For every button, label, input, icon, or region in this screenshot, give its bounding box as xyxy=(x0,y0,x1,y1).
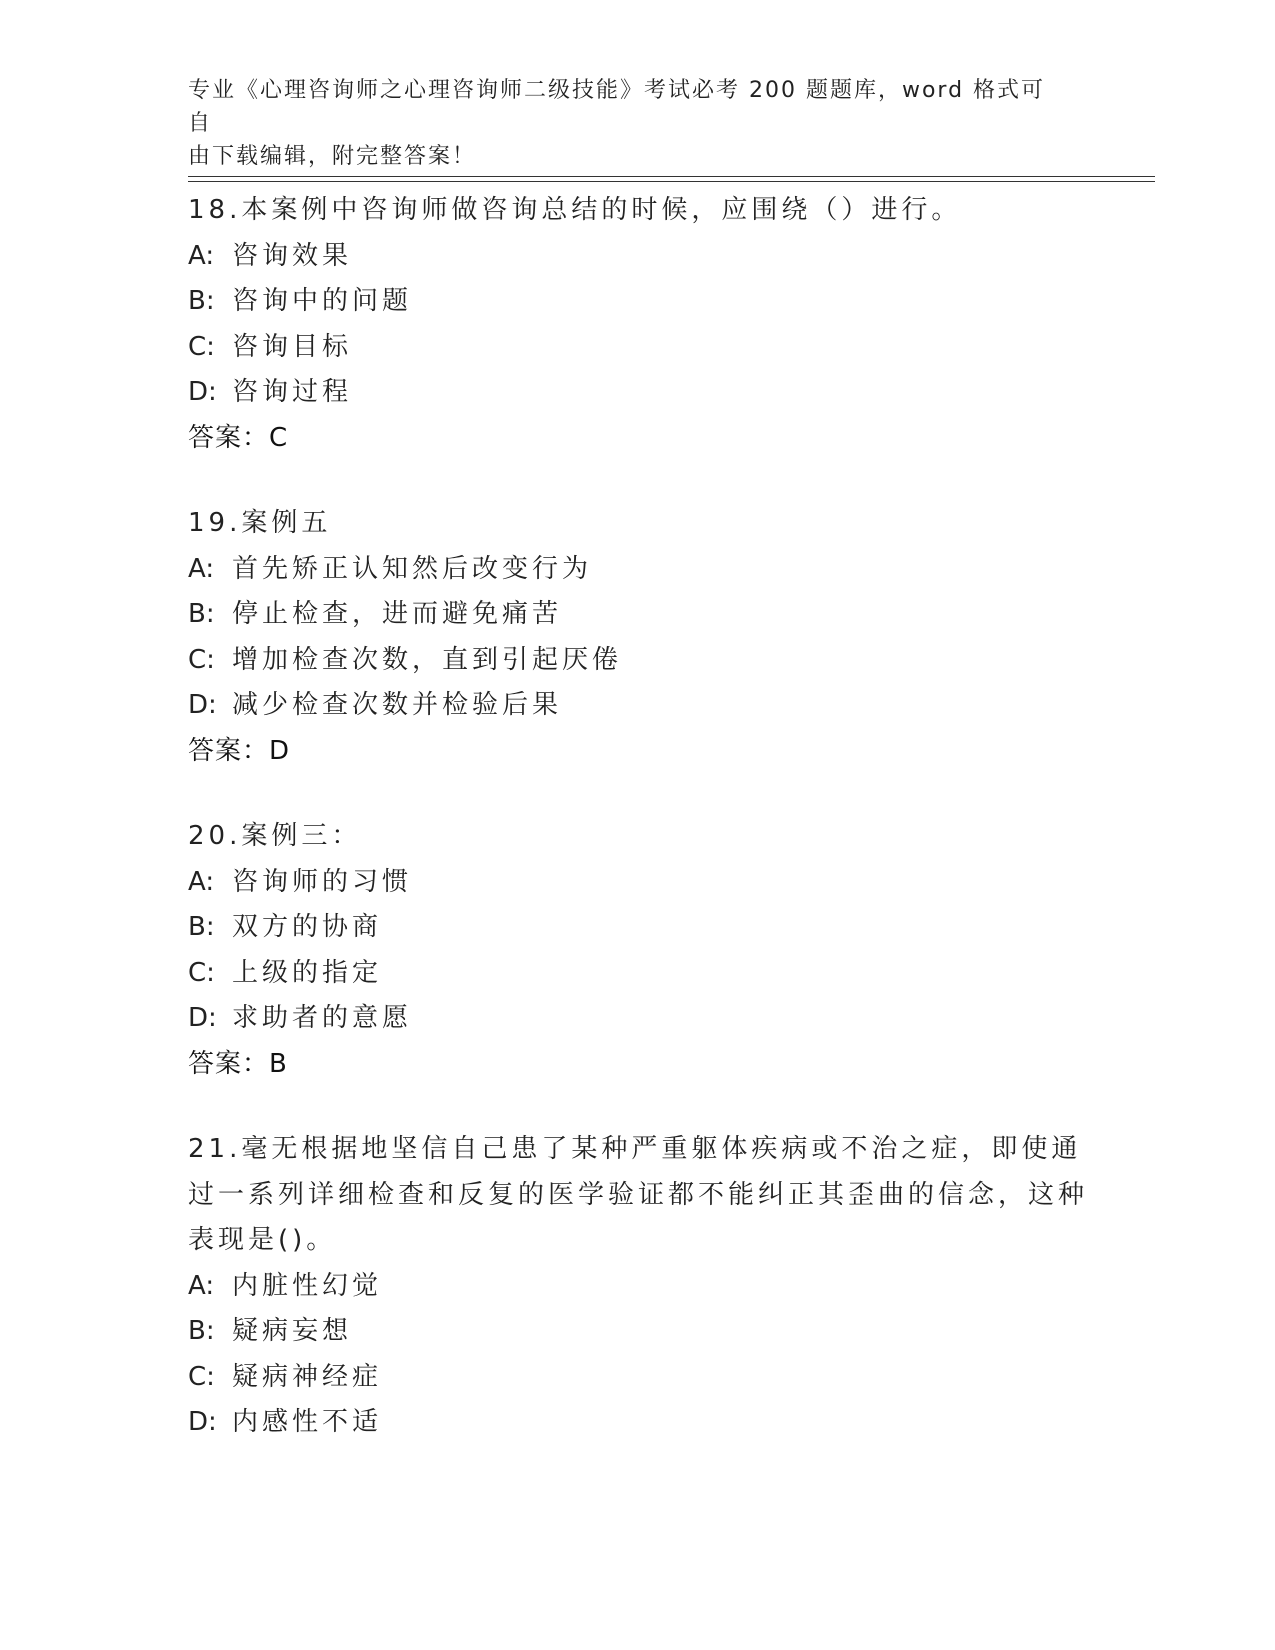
option-text: 咨询效果 xyxy=(232,240,353,271)
option-a xyxy=(188,860,1088,906)
option-text: 疑病神经症 xyxy=(232,1361,383,1392)
option-text: 咨询过程 xyxy=(232,377,353,407)
option-letter: B: xyxy=(188,1316,215,1346)
option-letter: C: xyxy=(188,957,215,988)
option-letter: A: xyxy=(188,553,215,584)
option-text: 双方的协商 xyxy=(232,912,383,942)
option-letter: D: xyxy=(188,1003,217,1033)
answer-line: 答案：D xyxy=(188,735,291,766)
option-b xyxy=(188,592,1088,638)
option-c xyxy=(188,325,1088,371)
option-c xyxy=(188,1355,1088,1401)
option-letter: D: xyxy=(188,690,217,720)
option-letter: D: xyxy=(188,377,217,407)
header-line-1: 专业《心理咨询师之心理咨询师二级技能》考试必考 200 题题库，word 格式可自 xyxy=(188,78,1046,136)
option-text: 求助者的意愿 xyxy=(232,1003,413,1033)
question-stem: 21.毫无根据地坚信自己患了某种严重躯体疾病或不治之症，即使通过一系列详细检查和反复的医学验证都不能纠正其歪曲的信念，这种表现是()。 xyxy=(188,1134,1089,1255)
question-19 xyxy=(188,501,1088,774)
question-21 xyxy=(188,1127,1088,1446)
option-text: 内感性不适 xyxy=(232,1407,383,1437)
document-header xyxy=(188,74,1068,173)
option-letter: A: xyxy=(188,1270,215,1301)
option-letter: B: xyxy=(188,599,215,629)
option-text: 内脏性幻觉 xyxy=(232,1270,383,1301)
option-letter: C: xyxy=(188,331,215,362)
option-text: 咨询中的问题 xyxy=(232,286,413,316)
header-divider-bottom xyxy=(188,181,1155,182)
question-stem: 18.本案例中咨询师做咨询总结的时候，应围绕（）进行。 xyxy=(188,195,962,225)
header-divider-top xyxy=(188,176,1155,177)
option-a xyxy=(188,1264,1088,1310)
header-line-2: 由下载编辑，附完整答案！ xyxy=(188,144,477,169)
option-text: 上级的指定 xyxy=(232,957,383,988)
option-c xyxy=(188,638,1088,684)
option-d xyxy=(188,1400,1088,1446)
option-letter: C: xyxy=(188,1361,215,1392)
question-stem: 19.案例五 xyxy=(188,508,332,538)
option-c xyxy=(188,951,1088,997)
question-20 xyxy=(188,814,1088,1087)
option-letter: D: xyxy=(188,1407,217,1437)
option-b xyxy=(188,905,1088,951)
option-text: 减少检查次数并检验后果 xyxy=(232,690,563,720)
answer-line: 答案：C xyxy=(188,422,289,453)
question-list xyxy=(188,188,1088,1486)
option-a xyxy=(188,234,1088,280)
option-text: 咨询师的习惯 xyxy=(232,866,413,897)
question-stem: 20.案例三： xyxy=(188,821,362,851)
option-text: 停止检查，进而避免痛苦 xyxy=(232,599,563,629)
option-d xyxy=(188,370,1088,416)
option-d xyxy=(188,683,1088,729)
option-letter: C: xyxy=(188,644,215,675)
option-text: 疑病妄想 xyxy=(232,1316,353,1346)
question-18 xyxy=(188,188,1088,461)
option-text: 首先矫正认知然后改变行为 xyxy=(232,553,593,584)
option-a xyxy=(188,547,1088,593)
option-b xyxy=(188,1309,1088,1355)
option-text: 咨询目标 xyxy=(232,331,353,362)
option-b xyxy=(188,279,1088,325)
option-text: 增加检查次数，直到引起厌倦 xyxy=(232,644,623,675)
option-letter: B: xyxy=(188,912,215,942)
option-letter: A: xyxy=(188,240,215,271)
option-letter: A: xyxy=(188,866,215,897)
answer-line: 答案：B xyxy=(188,1048,288,1079)
option-letter: B: xyxy=(188,286,215,316)
option-d xyxy=(188,996,1088,1042)
